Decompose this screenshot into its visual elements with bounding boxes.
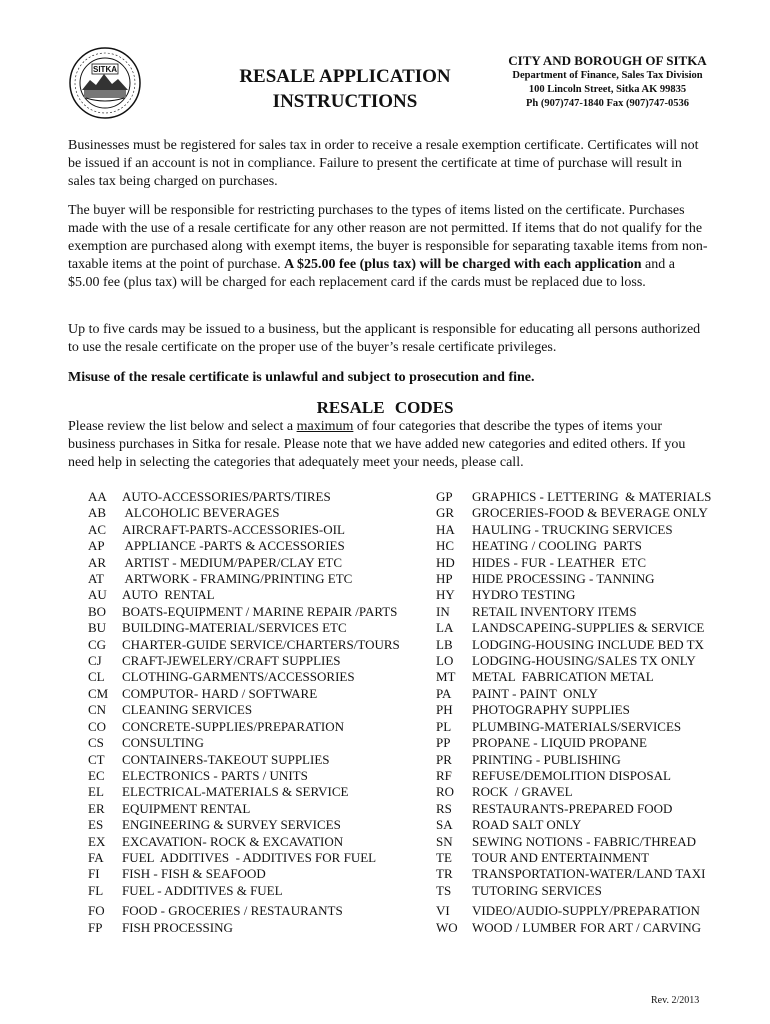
code-row (88, 571, 400, 587)
code-description: FUEL ADDITIVES - ADDITIVES FOR FUEL (122, 849, 377, 865)
paragraph-registration: Businesses must be registered for sales tax in order to receive a resale exemption certificate. Certificates will not be issued if an account is not in compliance. Failure to present the certificate at time of purchase will result in sales tax being charged on purchases. (68, 138, 699, 189)
code-description: EXCAVATION- ROCK & EXCAVATION (122, 833, 344, 849)
code-description: CONTAINERS-TAKEOUT SUPPLIES (122, 751, 330, 767)
code-description: ROCK / GRAVEL (472, 784, 573, 800)
code-row (88, 604, 400, 620)
code-abbrev: ER (88, 800, 105, 816)
code-description: TUTORING SERVICES (472, 882, 602, 898)
code-abbrev: HA (436, 521, 455, 537)
code-description: ARTIST - MEDIUM/PAPER/CLAY ETC (122, 554, 343, 570)
code-row (88, 801, 400, 817)
code-row (88, 538, 400, 554)
code-description: TRANSPORTATION-WATER/LAND TAXI (472, 866, 706, 882)
code-row (88, 768, 400, 784)
code-abbrev: CL (88, 669, 105, 685)
code-row (88, 669, 400, 685)
code-row (436, 784, 711, 800)
code-description: VIDEO/AUDIO-SUPPLY/PREPARATION (472, 903, 700, 919)
code-abbrev: HD (436, 554, 455, 570)
code-row (88, 620, 400, 636)
code-abbrev: PL (436, 718, 452, 734)
code-abbrev: HC (436, 538, 455, 554)
code-description: RESTAURANTS-PREPARED FOOD (472, 800, 673, 816)
code-row (436, 883, 711, 899)
code-abbrev: BU (88, 620, 107, 636)
code-row (436, 587, 711, 603)
code-abbrev: AP (88, 538, 105, 554)
code-abbrev: GP (436, 489, 453, 504)
code-description: HEATING / COOLING PARTS (472, 538, 642, 554)
code-row (88, 637, 400, 653)
code-row (436, 538, 711, 554)
code-abbrev: AB (88, 505, 107, 521)
code-abbrev: SN (436, 833, 453, 849)
code-description: LODGING-HOUSING INCLUDE BED TX (472, 636, 704, 652)
code-row (436, 752, 711, 768)
code-abbrev: PP (436, 735, 451, 751)
code-abbrev: TS (436, 882, 452, 898)
code-abbrev: CG (88, 636, 107, 652)
code-abbrev: RS (436, 800, 452, 816)
code-row (436, 669, 711, 685)
code-description: AUTO-ACCESSORIES/PARTS/TIRES (122, 489, 331, 504)
code-row (436, 620, 711, 636)
code-row (436, 637, 711, 653)
city-seal-logo (68, 46, 142, 120)
code-row (436, 555, 711, 571)
code-abbrev: TE (436, 849, 452, 865)
code-description: HAULING - TRUCKING SERVICES (472, 521, 673, 537)
code-abbrev: EL (88, 784, 104, 800)
code-row (436, 850, 711, 866)
code-description: AIRCRAFT-PARTS-ACCESSORIES-OIL (122, 521, 345, 537)
code-abbrev: FI (88, 866, 100, 882)
code-abbrev: HY (436, 587, 455, 603)
code-description: CONSULTING (122, 735, 204, 751)
department-header (490, 52, 725, 111)
code-row (88, 735, 400, 751)
code-description: BOATS-EQUIPMENT / MARINE REPAIR /PARTS (122, 603, 398, 619)
code-description: WOOD / LUMBER FOR ART / CARVING (472, 919, 702, 935)
code-abbrev: AR (88, 554, 107, 570)
code-description: HYDRO TESTING (472, 587, 576, 603)
code-abbrev: CN (88, 702, 107, 718)
code-abbrev: SA (436, 817, 453, 833)
code-description: ALCOHOLIC BEVERAGES (122, 505, 280, 521)
code-abbrev: TR (436, 866, 453, 882)
code-description: ELECTRICAL-MATERIALS & SERVICE (122, 784, 349, 800)
code-row (88, 817, 400, 833)
seal-text: SITKA (93, 65, 117, 74)
code-abbrev: PR (436, 751, 452, 767)
code-abbrev: CO (88, 718, 107, 734)
code-abbrev: FA (88, 849, 104, 865)
code-abbrev: BO (88, 603, 107, 619)
code-row (88, 653, 400, 669)
code-row (436, 653, 711, 669)
code-description: CLEANING SERVICES (122, 702, 253, 718)
code-row (436, 866, 711, 882)
code-abbrev: PA (436, 685, 452, 701)
code-row (436, 920, 711, 936)
code-description: PROPANE - LIQUID PROPANE (472, 735, 647, 751)
code-description: PHOTOGRAPHY SUPPLIES (472, 702, 630, 718)
code-row (88, 686, 400, 702)
code-description: TOUR AND ENTERTAINMENT (472, 849, 650, 865)
code-row (88, 920, 400, 936)
code-abbrev: FO (88, 903, 105, 919)
p5-text-b: of four categories that describe the types of items your business purchases in Sitka for resale. Please note that we have added new categories and edited others. If you need help in selecting the categories that adequately meet your needs, please call. (68, 419, 686, 470)
code-row (88, 522, 400, 538)
code-row (88, 784, 400, 800)
code-abbrev: CT (88, 751, 105, 767)
code-row (436, 834, 711, 850)
code-abbrev: AA (88, 489, 107, 504)
code-description: FISH PROCESSING (122, 919, 233, 935)
paragraph-cards: Up to five cards may be issued to a business, but the applicant is responsible for educating all persons authorized to use the resale certificate on the proper use of the buyer’s resale certificate privileges. (68, 322, 701, 355)
document-title (220, 64, 470, 114)
code-description: ROAD SALT ONLY (472, 817, 582, 833)
p2-text-a: The buyer will be responsible for restricting purchases to the types of items listed on the certificate. Purchases made with the use of a resale certificate for any other reason are not permitted. If items that do not qualify for the exemption are purchased along with exempt items, the buyer is responsible for separating taxable items from non-taxable items at the point of purchase. (68, 203, 708, 272)
code-abbrev: EC (88, 767, 105, 783)
code-description: BUILDING-MATERIAL/SERVICES ETC (122, 620, 347, 636)
title-line-2: INSTRUCTIONS (272, 91, 418, 112)
dept-name: Department of Finance, Sales Tax Division (512, 70, 703, 81)
code-description: HIDES - FUR - LEATHER ETC (472, 554, 647, 570)
code-description: HIDE PROCESSING - TANNING (472, 571, 655, 587)
code-row (436, 719, 711, 735)
code-row (436, 817, 711, 833)
code-description: ENGINEERING & SURVEY SERVICES (122, 817, 341, 833)
title-line-1: RESALE APPLICATION (239, 66, 451, 87)
code-description: PAINT - PAINT ONLY (472, 685, 598, 701)
code-abbrev: FL (88, 882, 104, 898)
code-row (88, 489, 400, 505)
code-description: AUTO RENTAL (122, 587, 215, 603)
code-abbrev: FP (88, 919, 103, 935)
code-description: EQUIPMENT RENTAL (122, 800, 251, 816)
code-row (436, 571, 711, 587)
code-row (88, 834, 400, 850)
code-row (88, 555, 400, 571)
code-row (436, 522, 711, 538)
code-row (88, 719, 400, 735)
code-abbrev: ES (88, 817, 104, 833)
code-description: RETAIL INVENTORY ITEMS (472, 603, 637, 619)
code-abbrev: CS (88, 735, 104, 751)
code-abbrev: VI (436, 903, 450, 919)
code-row (436, 801, 711, 817)
code-description: ARTWORK - FRAMING/PRINTING ETC (122, 571, 353, 587)
code-abbrev: RO (436, 784, 455, 800)
code-row (88, 505, 400, 521)
code-description: PLUMBING-MATERIALS/SERVICES (472, 718, 682, 734)
code-abbrev: AU (88, 587, 107, 603)
code-row (436, 768, 711, 784)
code-row (436, 735, 711, 751)
code-abbrev: LO (436, 653, 454, 669)
code-row (88, 587, 400, 603)
codes-list-right (436, 489, 711, 936)
code-description: GROCERIES-FOOD & BEVERAGE ONLY (472, 505, 708, 521)
dept-phone: Ph (907)747-1840 Fax (907)747-0536 (525, 98, 690, 109)
code-abbrev: CJ (88, 653, 102, 669)
code-row (436, 505, 711, 521)
code-abbrev: HP (436, 571, 453, 587)
code-abbrev: PH (436, 702, 453, 718)
code-description: CONCRETE-SUPPLIES/PREPARATION (122, 718, 345, 734)
org-name: CITY AND BOROUGH OF SITKA (508, 53, 707, 68)
code-row (436, 903, 711, 919)
code-description: ELECTRONICS - PARTS / UNITS (122, 767, 308, 783)
code-row (436, 702, 711, 718)
code-description: REFUSE/DEMOLITION DISPOSAL (472, 767, 671, 783)
code-description: COMPUTOR- HARD / SOFTWARE (122, 685, 318, 701)
code-abbrev: LA (436, 620, 454, 636)
resale-codes-heading: RESALE CODES (316, 398, 454, 417)
p5-maximum-underline: maximum (296, 419, 354, 434)
p2-text-b: and a $5.00 fee (plus tax) will be charged for each replacement card if the cards must be replaced due to loss. (68, 257, 675, 290)
code-description: APPLIANCE -PARTS & ACCESSORIES (122, 538, 345, 554)
codes-list-left (88, 489, 400, 936)
code-abbrev: RF (436, 767, 452, 783)
code-abbrev: AC (88, 521, 107, 537)
revision-date: Rev. 2/2013 (651, 995, 700, 1006)
code-abbrev: IN (436, 603, 450, 619)
code-abbrev: LB (436, 636, 453, 652)
code-row (436, 686, 711, 702)
code-abbrev: CM (88, 685, 109, 701)
code-abbrev: MT (436, 669, 456, 685)
p5-text-a: Please review the list below and select a (68, 419, 297, 434)
paragraph-buyer-responsibility (68, 202, 708, 292)
code-description: FOOD - GROCERIES / RESTAURANTS (122, 903, 343, 919)
code-description: GRAPHICS - LETTERING & MATERIALS (472, 489, 712, 504)
code-row (88, 752, 400, 768)
code-abbrev: GR (436, 505, 455, 521)
dept-address: 100 Lincoln Street, Sitka AK 99835 (528, 84, 687, 95)
code-description: FUEL - ADDITIVES & FUEL (122, 882, 283, 898)
code-description: LODGING-HOUSING/SALES TX ONLY (472, 653, 696, 669)
code-description: SEWING NOTIONS - FABRIC/THREAD (472, 833, 697, 849)
code-row (88, 702, 400, 718)
code-description: CLOTHING-GARMENTS/ACCESSORIES (122, 669, 355, 685)
p2-fee-bold: A $25.00 fee (plus tax) will be charged with each application (284, 257, 642, 272)
paragraph-codes-instructions (68, 418, 708, 472)
code-row (436, 604, 711, 620)
paragraph-misuse-warning: Misuse of the resale certificate is unlawful and subject to prosecution and fine. (68, 370, 535, 385)
code-description: METAL FABRICATION METAL (472, 669, 654, 685)
code-description: CHARTER-GUIDE SERVICE/CHARTERS/TOURS (122, 636, 400, 652)
code-row (436, 489, 711, 505)
code-row (88, 866, 400, 882)
code-description: FISH - FISH & SEAFOOD (122, 866, 266, 882)
code-abbrev: WO (436, 919, 458, 935)
code-abbrev: AT (88, 571, 104, 587)
code-description: PRINTING - PUBLISHING (472, 751, 621, 767)
code-abbrev: EX (88, 833, 106, 849)
code-description: LANDSCAPEING-SUPPLIES & SERVICE (472, 620, 705, 636)
code-row (88, 883, 400, 899)
code-row (88, 850, 400, 866)
code-row (88, 903, 400, 919)
code-description: CRAFT-JEWELERY/CRAFT SUPPLIES (122, 653, 341, 669)
